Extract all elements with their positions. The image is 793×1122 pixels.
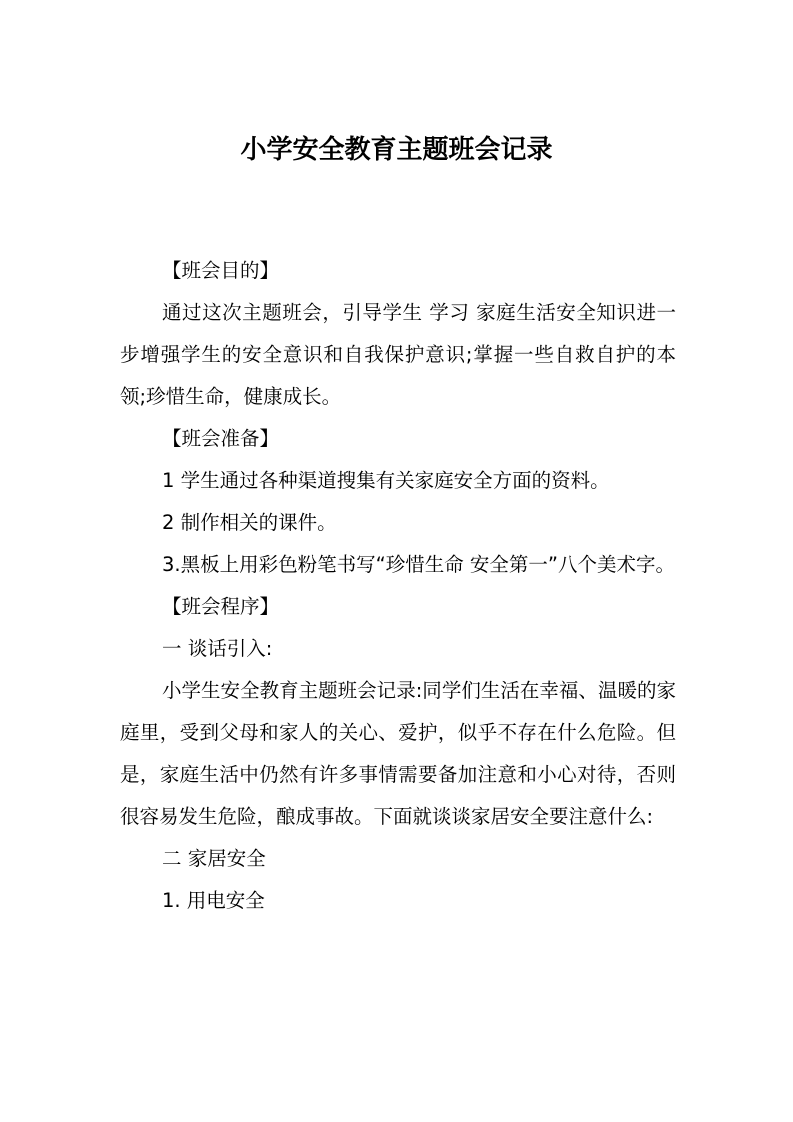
paragraph-purpose: 通过这次主题班会，引导学生 学习 家庭生活安全知识进一步增强学生的安全意识和自我保护意识;掌握一些自救自护的本领;珍惜生命，健康成长。: [120, 301, 676, 408]
paragraph-intro-heading: 一 谈话引入:: [162, 637, 273, 660]
section-heading-procedure: 【班会程序】: [162, 595, 280, 618]
paragraph-home-safety-heading: 二 家居安全: [162, 847, 266, 870]
document-title: 小学安全教育主题班会记录: [240, 135, 553, 165]
paragraph-prep-3: 3.黑板上用彩色粉笔书写“珍惜生命 安全第一”八个美术字。: [162, 553, 676, 576]
paragraph-prep-2: 2 制作相关的课件。: [162, 511, 337, 534]
section-heading-purpose: 【班会目的】: [162, 259, 280, 282]
paragraph-electric-safety-heading: 1. 用电安全: [162, 889, 265, 912]
paragraph-prep-1: 1 学生通过各种渠道搜集有关家庭安全方面的资料。: [162, 469, 610, 492]
document-body: [120, 250, 676, 922]
section-heading-preparation: 【班会准备】: [162, 427, 280, 450]
paragraph-intro: 小学生安全教育主题班会记录:同学们生活在幸福、温暖的家庭里，受到父母和家人的关心、爱护，似乎不存在什么危险。但是，家庭生活中仍然有许多事情需要备加注意和小心对待，否则很容易发生危险，酿成事故。下面就谈谈家居安全要注意什么:: [120, 679, 676, 828]
